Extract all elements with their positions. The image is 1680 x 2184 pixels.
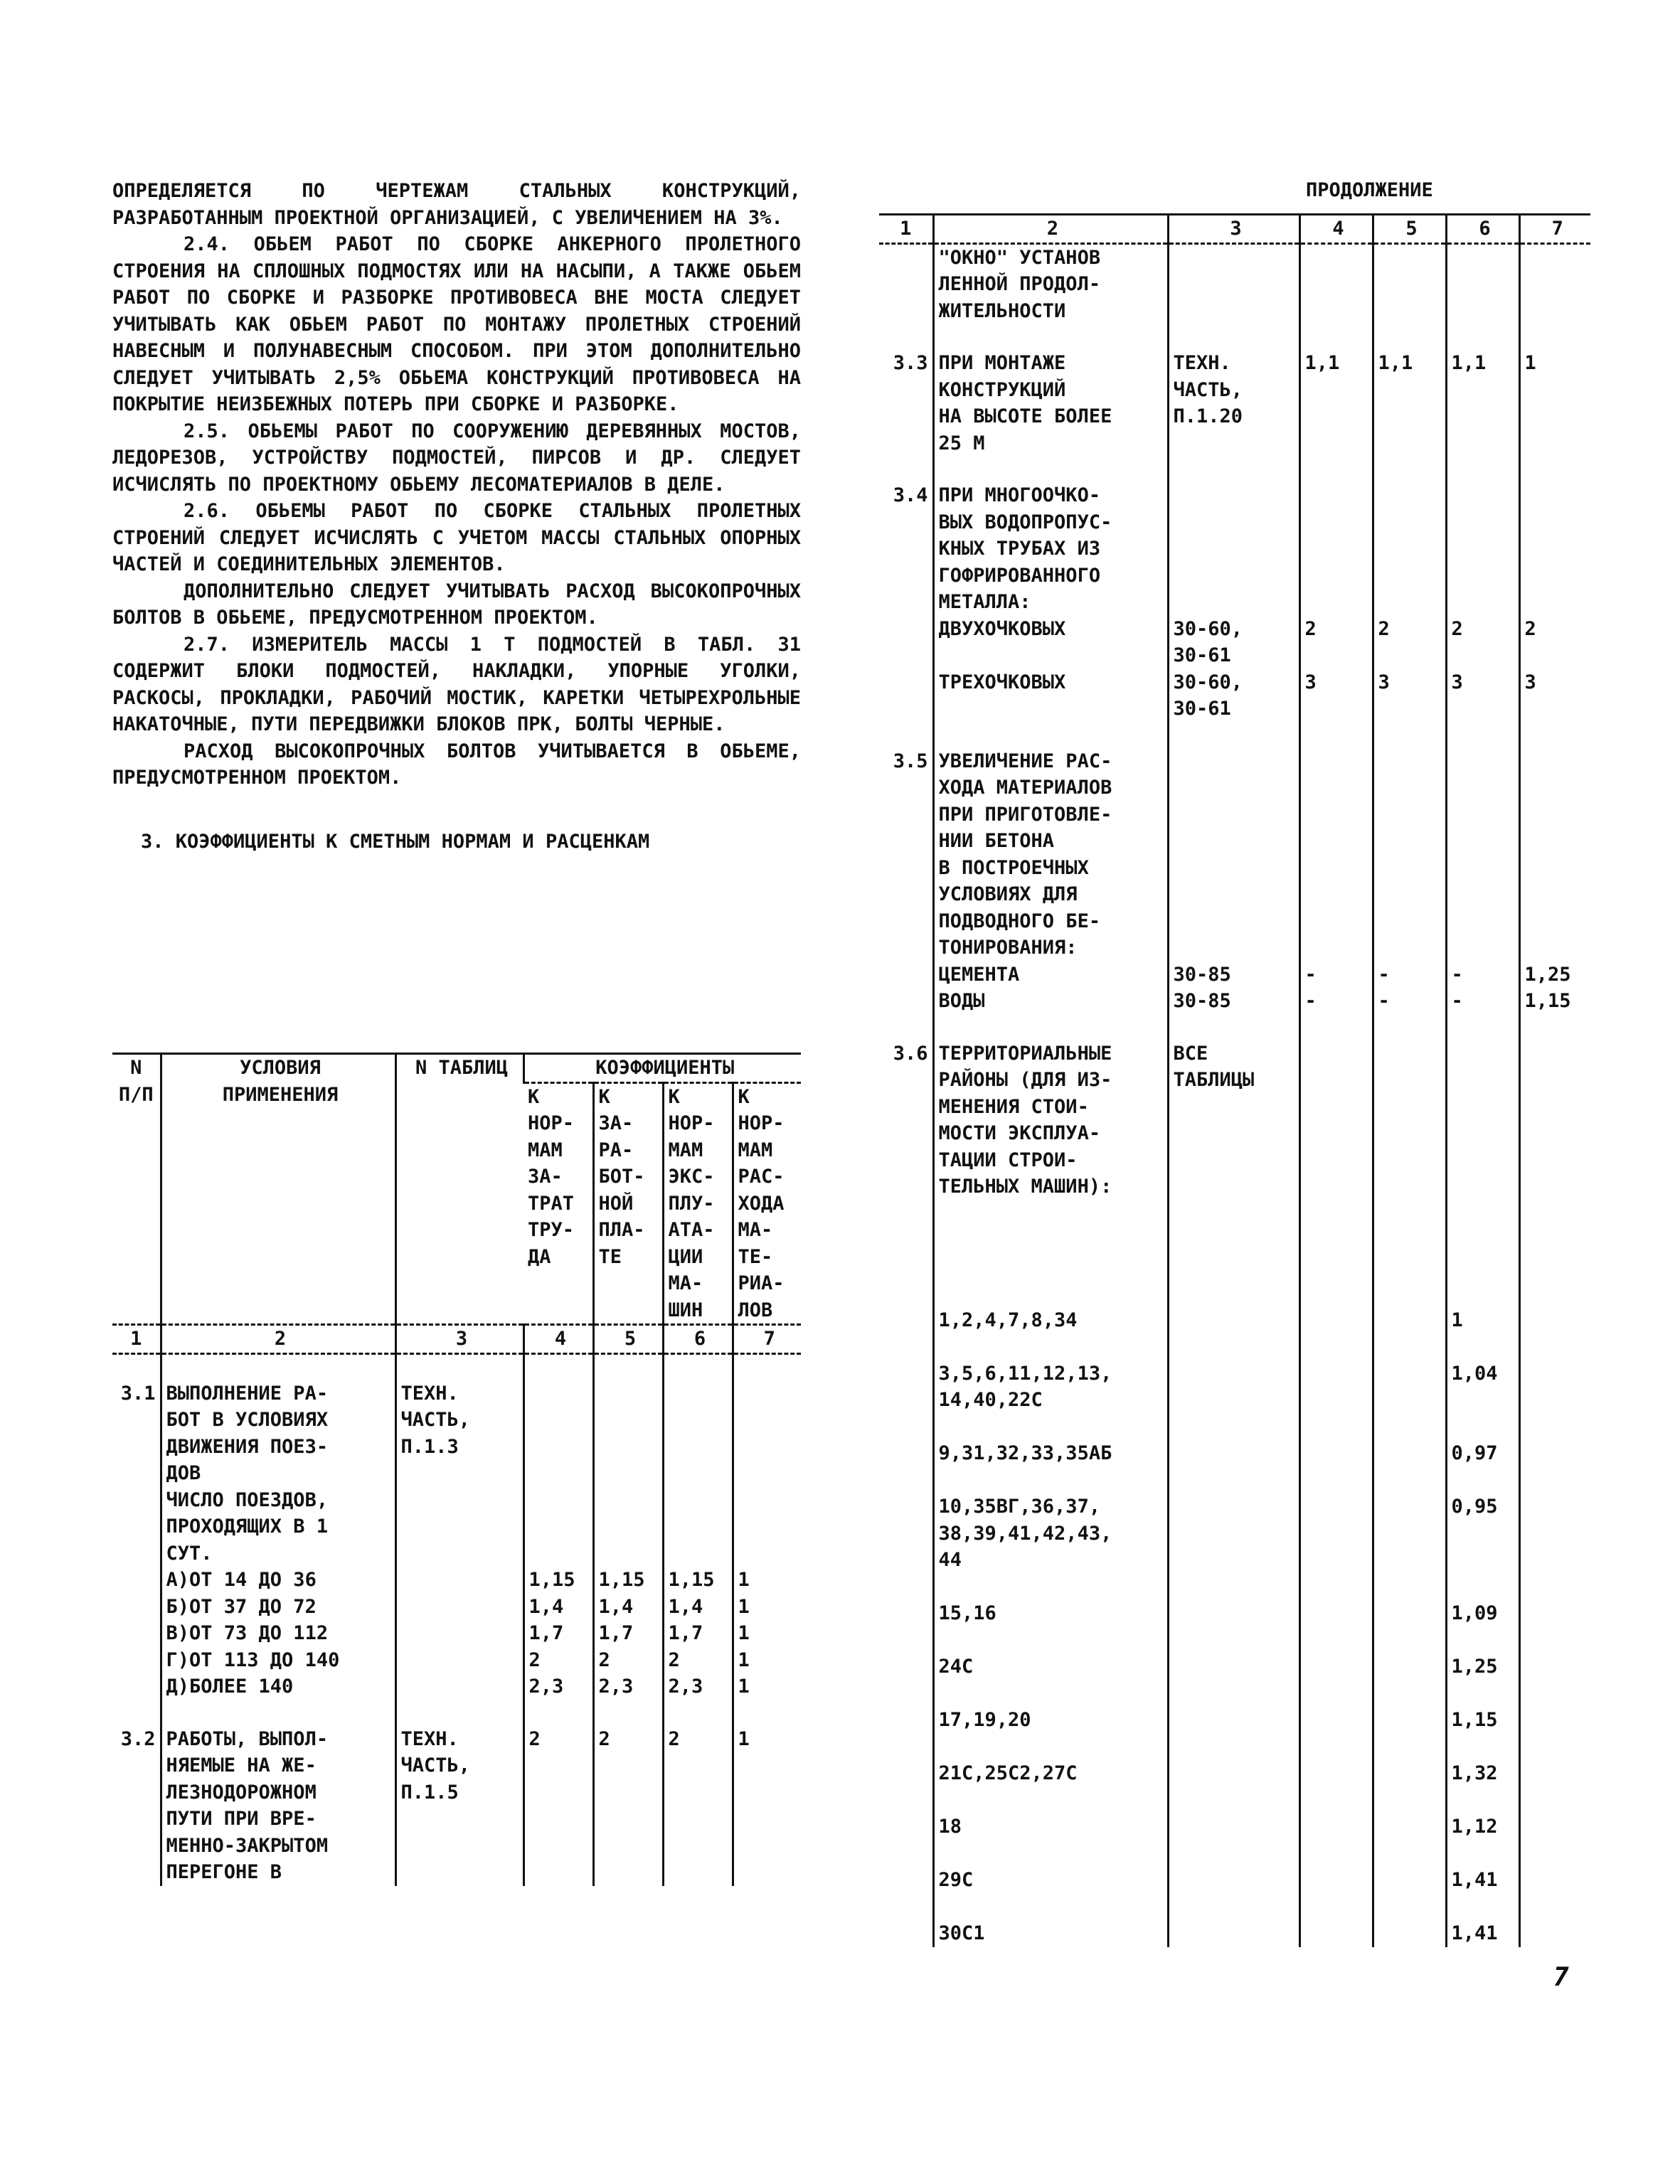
- table-row: [879, 1040, 1590, 1947]
- row-coef-wage: 2: [593, 1726, 663, 1886]
- table-row: [879, 482, 1590, 723]
- row-conditions: ТЕРРИТОРИАЛЬНЫЕ РАЙОНЫ (ДЛЯ ИЗ- МЕНЕНИЯ СТОИ- МОСТИ ЭКСПЛУА- ТАЦИИ СТРОИ- ТЕЛЬНЫХ МАШИН): 1,2,4,7,8,34 3,5,6,11,12,13, 14,40,22С 9,31,32,33,35АБ 10,35ВГ,36,37, 38,39,41,42,43, 44 15,16 24С 17,19,20 21С,25С2,27С 18 29С 30С1: [933, 1040, 1168, 1947]
- column-number: 5: [1373, 215, 1446, 244]
- table-header-row: [112, 1054, 801, 1083]
- section-title: 3. КОЭФФИЦИЕНТЫ К СМЕТНЫМ НОРМАМ И РАСЦЕНКАМ: [141, 830, 650, 853]
- column-number: 1: [879, 215, 933, 244]
- header-cell-table-number: N ТАБЛИЦ: [395, 1054, 523, 1325]
- row-coef-labor: 2 3: [1299, 482, 1373, 723]
- column-number-row: [879, 215, 1590, 244]
- column-number: 6: [1446, 215, 1519, 244]
- header-cell-wage: К ЗА- РА- БОТ- НОЙ ПЛА- ТЕ: [593, 1082, 663, 1325]
- row-conditions: "ОКНО" УСТАНОВ ЛЕННОЙ ПРОДОЛ- ЖИТЕЛЬНОСТИ: [933, 243, 1168, 324]
- column-number: 4: [523, 1325, 593, 1354]
- row-tables: 30-60, 30-61 30-60, 30-61: [1168, 482, 1299, 723]
- row-coef-wage: 1,1: [1373, 350, 1446, 457]
- column-number: 1: [112, 1325, 161, 1354]
- paragraph: 2.5. ОБЬЕМЫ РАБОТ ПО СООРУЖЕНИЮ ДЕРЕВЯННЫХ МОСТОВ, ЛЕДОРЕЗОВ, УСТРОЙСТВУ ПОДМОСТЕЙ, ПИРСОВ И ДР. СЛЕДУЕТ ИСЧИСЛЯТЬ ПО ПРОЕКТНОМУ ОБЬЕМУ ЛЕСОМАТЕРИАЛОВ В ДЕЛЕ.: [112, 420, 801, 496]
- row-coef-materials: 1: [733, 1726, 801, 1886]
- row-number: 3.6: [893, 1042, 928, 1065]
- row-coef-wage: - -: [1373, 748, 1446, 1015]
- left-text-column: [112, 178, 801, 855]
- row-coef-materials: 1,25 1,15: [1519, 748, 1590, 1015]
- page-number: 7: [1553, 1963, 1569, 1992]
- row-tables: ТЕХН. ЧАСТЬ, П.1.20: [1168, 350, 1299, 457]
- coefficients-table: [112, 1053, 801, 1886]
- row-conditions: УВЕЛИЧЕНИЕ РАС- ХОДА МАТЕРИАЛОВ ПРИ ПРИГОТОВЛЕ- НИИ БЕТОНА В ПОСТРОЕЧНЫХ УСЛОВИЯХ ДЛЯ ПОДВОДНОГО БЕ- ТОНИРОВАНИЯ: ЦЕМЕНТА ВОДЫ: [933, 748, 1168, 1015]
- row-coef-wage: [1373, 243, 1446, 324]
- column-number: 7: [1519, 215, 1590, 244]
- row-coef-materials: 1 1 1 1 1: [733, 1380, 801, 1700]
- column-number: 3: [395, 1325, 523, 1354]
- column-number: 2: [933, 215, 1168, 244]
- paragraph: ДОПОЛНИТЕЛЬНО СЛЕДУЕТ УЧИТЫВАТЬ РАСХОД ВЫСОКОПРОЧНЫХ БОЛТОВ В ОБЬЕМЕ, ПРЕДУСМОТРЕННОМ ПРОЕКТОМ.: [112, 580, 801, 629]
- row-conditions: ПРИ МНОГООЧКО- ВЫХ ВОДОПРОПУС- КНЫХ ТРУБАХ ИЗ ГОФРИРОВАННОГО МЕТАЛЛА: ДВУХОЧКОВЫХ ТРЕХОЧКОВЫХ: [933, 482, 1168, 723]
- column-number: 7: [733, 1325, 801, 1354]
- row-coef-wage: 1,15 1,4 1,7 2 2,3: [593, 1380, 663, 1700]
- row-coef-machines: 2 3: [1446, 482, 1519, 723]
- row-tables: ТЕХН. ЧАСТЬ, П.1.3: [395, 1380, 523, 1700]
- spacer-row: [879, 1015, 1590, 1040]
- row-coef-labor: 2: [523, 1726, 593, 1886]
- row-tables: ВСЕ ТАБЛИЦЫ: [1168, 1040, 1299, 1947]
- table-row: [112, 1380, 801, 1700]
- row-coef-materials: 2 3: [1519, 482, 1590, 723]
- row-coef-labor: - -: [1299, 748, 1373, 1015]
- row-conditions: ПРИ МОНТАЖЕ КОНСТРУКЦИЙ НА ВЫСОТЕ БОЛЕЕ 25 М: [933, 350, 1168, 457]
- header-cell-machines: К НОР- МАМ ЭКС- ПЛУ- АТА- ЦИИ МА- ШИН: [663, 1082, 733, 1325]
- row-number: 3.4: [893, 484, 928, 506]
- paragraph: 2.7. ИЗМЕРИТЕЛЬ МАССЫ 1 Т ПОДМОСТЕЙ В ТАБЛ. 31 СОДЕРЖИТ БЛОКИ ПОДМОСТЕЙ, НАКЛАДКИ, УПОРНЫЕ УГОЛКИ, РАСКОСЫ, ПРОКЛАДКИ, РАБОЧИЙ МОСТИК, КАРЕТКИ ЧЕТЫРЕХРОЛЬНЫЕ НАКАТОЧНЫЕ, ПУТИ ПЕРЕДВИЖКИ БЛОКОВ ПРК, БОЛТЫ ЧЕРНЫЕ.: [112, 633, 801, 735]
- row-coef-wage: [1373, 1040, 1446, 1947]
- column-number: 3: [1168, 215, 1299, 244]
- row-coef-labor: [1299, 243, 1373, 324]
- row-coef-labor: 1,15 1,4 1,7 2 2,3: [523, 1380, 593, 1700]
- row-coef-machines: 1,15 1,4 1,7 2 2,3: [663, 1380, 733, 1700]
- row-tables: [1168, 243, 1299, 324]
- row-coef-labor: 1,1: [1299, 350, 1373, 457]
- paragraph: РАСХОД ВЫСОКОПРОЧНЫХ БОЛТОВ УЧИТЫВАЕТСЯ В ОБЬЕМЕ, ПРЕДУСМОТРЕННОМ ПРОЕКТОМ.: [112, 740, 801, 789]
- row-coef-machines: 2: [663, 1726, 733, 1886]
- table-row: [112, 1726, 801, 1886]
- row-coef-materials: [1519, 243, 1590, 324]
- row-number: [879, 243, 933, 324]
- row-coef-machines: - -: [1446, 748, 1519, 1015]
- column-number: 4: [1299, 215, 1373, 244]
- row-coef-labor: [1299, 1040, 1373, 1947]
- row-coef-machines: 1 1,04 0,97 0,95 1,09 1,25 1,15 1,32 1,12 1,41 1,41: [1446, 1040, 1519, 1947]
- row-coef-materials: [1519, 1040, 1590, 1947]
- row-tables: 30-85 30-85: [1168, 748, 1299, 1015]
- paragraph: 2.4. ОБЬЕМ РАБОТ ПО СБОРКЕ АНКЕРНОГО ПРОЛЕТНОГО СТРОЕНИЯ НА СПЛОШНЫХ ПОДМОСТЯХ ИЛИ НА НАСЫПИ, А ТАКЖЕ ОБЬЕМ РАБОТ ПО СБОРКЕ И РАЗБОРКЕ ПРОТИВОВЕСА ВНЕ МОСТА СЛЕДУЕТ УЧИТЫВАТЬ КАК ОБЬЕМ РАБОТ ПО МОНТАЖУ ПРОЛЕТНЫХ СТРОЕНИЙ НАВЕСНЫМ И ПОЛУНАВЕСНЫМ СПОСОБОМ. ПРИ ЭТОМ ДОПОЛНИТЕЛЬНО СЛЕДУЕТ УЧИТЫВАТЬ 2,5% ОБЬЕМА КОНСТРУКЦИЙ ПРОТИВОВЕСА НА ПОКРЫТИЕ НЕИЗБЕЖНЫХ ПОТЕРЬ ПРИ СБОРКЕ И РАЗБОРКЕ.: [112, 233, 801, 415]
- column-number: 5: [593, 1325, 663, 1354]
- spacer-row: [879, 324, 1590, 350]
- header-cell-materials: К НОР- МАМ РАС- ХОДА МА- ТЕ- РИА- ЛОВ: [733, 1082, 801, 1325]
- row-number: 3.5: [893, 750, 928, 772]
- row-number: 3.2: [120, 1727, 156, 1750]
- row-tables: ТЕХН. ЧАСТЬ, П.1.5: [395, 1726, 523, 1886]
- spacer-row: [879, 457, 1590, 482]
- row-number: 3.1: [120, 1382, 156, 1405]
- row-coef-machines: [1446, 243, 1519, 324]
- column-number: 2: [161, 1325, 395, 1354]
- row-coef-materials: 1: [1519, 350, 1590, 457]
- spacer-row: [879, 723, 1590, 748]
- table-row: [879, 350, 1590, 457]
- paragraph: 2.6. ОБЬЕМЫ РАБОТ ПО СБОРКЕ СТАЛЬНЫХ ПРОЛЕТНЫХ СТРОЕНИЙ СЛЕДУЕТ ИСЧИСЛЯТЬ С УЧЕТОМ МАССЫ СТАЛЬНЫХ ОПОРНЫХ ЧАСТЕЙ И СОЕДИНИТЕЛЬНЫХ ЭЛЕМЕНТОВ.: [112, 500, 801, 575]
- header-cell-number: N П/П: [112, 1054, 161, 1325]
- table-row: [879, 243, 1590, 324]
- row-conditions: РАБОТЫ, ВЫПОЛ- НЯЕМЫЕ НА ЖЕ- ЛЕЗНОДОРОЖНОМ ПУТИ ПРИ ВРЕ- МЕННО-ЗАКРЫТОМ ПЕРЕГОНЕ В: [161, 1726, 395, 1886]
- spacer-row: [112, 1353, 801, 1380]
- spacer-row: [112, 1700, 801, 1726]
- column-number: 6: [663, 1325, 733, 1354]
- row-coef-wage: 2 3: [1373, 482, 1446, 723]
- column-number-row: [112, 1325, 801, 1354]
- header-cell-labor: К НОР- МАМ ЗА- ТРАТ ТРУ- ДА: [528, 1085, 575, 1268]
- row-coef-machines: 1,1: [1446, 350, 1519, 457]
- row-number: 3.3: [893, 352, 928, 374]
- coefficients-table-continued: [879, 213, 1590, 1947]
- row-conditions: ВЫПОЛНЕНИЕ РА- БОТ В УСЛОВИЯХ ДВИЖЕНИЯ ПОЕЗ- ДОВ ЧИСЛО ПОЕЗДОВ, ПРОХОДЯЩИХ В 1 СУТ. А)ОТ 14 ДО 36 Б)ОТ 37 ДО 72 В)ОТ 73 ДО 112 Г)ОТ 113 ДО 140 Д)БОЛЕЕ 140: [161, 1380, 395, 1700]
- header-cell-coefficients: КОЭФФИЦИЕНТЫ: [523, 1054, 801, 1083]
- header-cell-conditions: УСЛОВИЯ ПРИМЕНЕНИЯ: [161, 1054, 395, 1325]
- table-row: [879, 748, 1590, 1015]
- continuation-label: ПРОДОЛЖЕНИЕ: [1306, 179, 1433, 201]
- paragraph: ОПРЕДЕЛЯЕТСЯ ПО ЧЕРТЕЖАМ СТАЛЬНЫХ КОНСТРУКЦИЙ, РАЗРАБОТАННЫМ ПРОЕКТНОЙ ОРГАНИЗАЦИЕЙ, С УВЕЛИЧЕНИЕМ НА 3%.: [112, 180, 801, 229]
